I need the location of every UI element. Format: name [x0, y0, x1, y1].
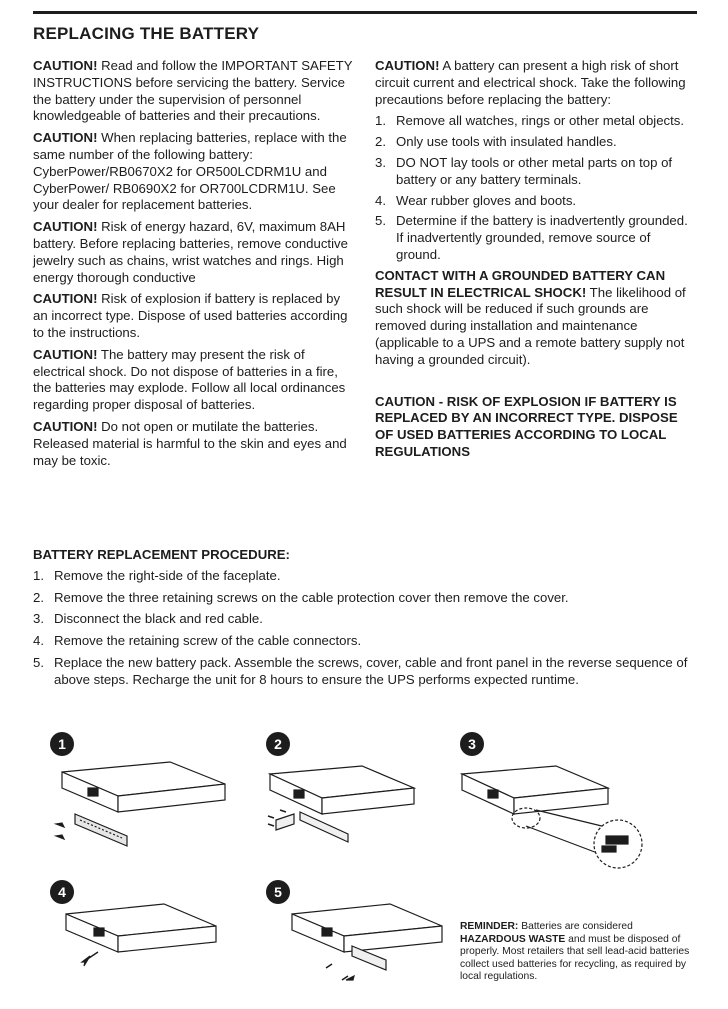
- caution-paragraph: [33, 291, 358, 341]
- step-text: Remove the three retaining screws on the cable protection cover then remove the cover.: [54, 589, 569, 605]
- ground-warning: [375, 268, 697, 369]
- procedure-title: BATTERY REPLACEMENT PROCEDURE:: [33, 547, 290, 562]
- caution-text: Risk of energy hazard, 6V, maximum 8AH battery. Before replacing batteries, remove conductive jewelry such as chains, wrist watches and rings. High energy thorough conductive: [33, 219, 348, 285]
- right-column: [375, 58, 697, 466]
- page-title: REPLACING THE BATTERY: [33, 24, 260, 43]
- reminder-lead: REMINDER:: [460, 921, 519, 932]
- caution-text: Read and follow the IMPORTANT SAFETY INSTRUCTIONS before servicing the battery. Service the battery under the supervision of personnel knowledgeable of batteries and their precautions.: [33, 58, 353, 124]
- reminder-text: Batteries are considered: [518, 921, 633, 932]
- list-text: Wear rubber gloves and boots.: [396, 192, 577, 208]
- step-4-figure: [50, 880, 250, 990]
- procedure-step: [33, 611, 697, 628]
- step-number: 3.: [33, 611, 44, 627]
- caution-text: Do not open or mutilate the batteries. Released material is harmful to the skin and eyes and may be toxic.: [33, 418, 347, 468]
- ground-warning-lead: CONTACT WITH A GROUNDED BATTERY CAN RESULT IN ELECTRICAL SHOCK!: [375, 267, 666, 300]
- ups-illustration: [266, 880, 456, 1000]
- list-item: [375, 113, 697, 130]
- procedure-list: [33, 568, 697, 689]
- ups-illustration: [50, 732, 250, 872]
- ups-illustration: [460, 732, 670, 872]
- caution-lead: CAUTION!: [33, 130, 98, 146]
- caution-text: Risk of explosion if battery is replaced by an incorrect type. Dispose of used batteries according to the instructions.: [33, 291, 348, 340]
- caution-paragraph: [33, 219, 358, 286]
- step-text: Disconnect the black and red cable.: [54, 611, 263, 627]
- caution-text: The battery may present the risk of electrical shock. Do not dispose of batteries in a fire, the batteries may explode. Follow all local ordinances regarding proper disposal of batteries.: [33, 346, 346, 413]
- step-2-figure: [266, 732, 466, 872]
- step-badge: 3: [460, 732, 484, 756]
- list-number: 2.: [375, 134, 386, 150]
- caution-lead: CAUTION!: [33, 291, 98, 307]
- step-3-figure: [460, 732, 670, 872]
- ups-illustration: [266, 732, 466, 872]
- list-item: [375, 155, 697, 189]
- caution-paragraph: [33, 419, 358, 469]
- list-number: 5.: [375, 213, 386, 229]
- step-text: Replace the new battery pack. Assemble the screws, cover, cable and front panel in the reverse sequence of above steps. Recharge the unit for 8 hours to ensure the UPS performs expected runtime.: [54, 654, 688, 687]
- caution-text: A battery can present a high risk of short circuit current and electrical shock. Take the following precautions before replacing the battery:: [375, 58, 686, 107]
- list-text: Remove all watches, rings or other metal objects.: [396, 113, 685, 129]
- step-badge: 4: [50, 880, 74, 904]
- reminder-text: and must be disposed of properly. Most retailers that sell lead-acid batteries collect used batteries for recycling, as required by local regulations.: [460, 933, 690, 983]
- recycling-reminder: [460, 921, 700, 984]
- list-text: Only use tools with insulated handles.: [396, 134, 617, 150]
- step-text: Remove the retaining screw of the cable connectors.: [54, 633, 362, 649]
- step-badge: 5: [266, 880, 290, 904]
- step-number: 4.: [33, 633, 44, 649]
- step-number: 2.: [33, 589, 44, 605]
- list-text: DO NOT lay tools or other metal parts on top of battery or any battery terminals.: [396, 154, 673, 187]
- ground-warning-text: The likelihood of such shock will be reduced if such grounds are removed during installation and maintenance (applicable to a UPS and a remote battery supply not having a grounded circuit).: [375, 284, 686, 367]
- procedure-step: [33, 633, 697, 650]
- left-column: [33, 58, 358, 474]
- step-badge: 2: [266, 732, 290, 756]
- caution-lead: CAUTION!: [375, 58, 440, 73]
- list-item: [375, 193, 697, 210]
- caution-paragraph: [33, 58, 358, 125]
- caution-paragraph: [33, 130, 358, 214]
- precautions-list: [375, 113, 697, 263]
- step-number: 5.: [33, 654, 44, 670]
- list-item: [375, 134, 697, 151]
- procedure-step: [33, 590, 697, 607]
- caution-lead: CAUTION!: [33, 219, 98, 235]
- top-rule: [33, 11, 697, 14]
- caution-lead: CAUTION!: [33, 346, 98, 362]
- step-5-figure: [266, 880, 456, 1000]
- explosion-warning: CAUTION - RISK OF EXPLOSION IF BATTERY IS REPLACED BY AN INCORRECT TYPE. DISPOSE OF USED BATTERIES ACCORDING TO LOCAL REGULATIONS: [375, 393, 678, 459]
- list-text: Determine if the battery is inadvertently grounded. If inadvertently grounded, remove source of ground.: [396, 213, 688, 262]
- ups-illustration: [50, 880, 250, 990]
- list-number: 3.: [375, 154, 386, 170]
- list-number: 4.: [375, 192, 386, 208]
- list-item: [375, 213, 697, 263]
- procedure-step: [33, 568, 697, 585]
- caution-lead: CAUTION!: [33, 418, 98, 434]
- list-number: 1.: [375, 113, 386, 129]
- caution-text: When replacing batteries, replace with the same number of the following battery: CyberPower/RB0670X2 for OR500LCDRM1U and CyberPower/ RB0690X2 for OR700LCDRM1U. See your dealer for replacement batteries.: [33, 130, 347, 213]
- reminder-emphasis: HAZARDOUS WASTE: [460, 933, 566, 945]
- step-text: Remove the right-side of the faceplate.: [54, 567, 281, 583]
- procedure-section: [33, 547, 697, 694]
- procedure-step: [33, 655, 697, 689]
- caution-paragraph: [33, 347, 358, 414]
- step-number: 1.: [33, 567, 44, 583]
- caution-intro: [375, 58, 697, 108]
- step-badge: 1: [50, 732, 74, 756]
- caution-lead: CAUTION!: [33, 58, 98, 73]
- step-1-figure: [50, 732, 250, 872]
